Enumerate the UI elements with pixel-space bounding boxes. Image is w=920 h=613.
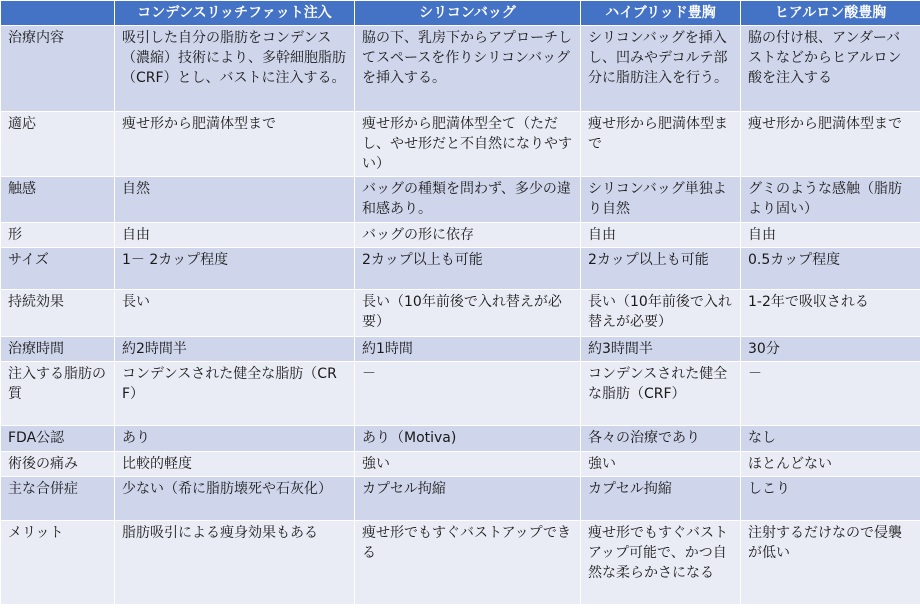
row-label-cell: メリット xyxy=(1,521,115,605)
table-cell: 強い xyxy=(581,452,741,477)
table-cell: 長い（10年前後で入れ替えが必要） xyxy=(355,290,581,337)
table-row xyxy=(1,426,920,452)
row-label-cell: 触感 xyxy=(1,177,115,223)
table-cell: 痩せ形から肥満体型全て（ただし、やせ形だと不自然になりやすい） xyxy=(355,112,581,177)
table-row xyxy=(1,112,920,177)
table-cell: 1-2年で吸収される xyxy=(741,290,920,337)
table-cell: 少ない（希に脂肪壊死や石灰化） xyxy=(115,477,355,521)
table-cell: 脇の付け根、アンダーバストなどからヒアルロン酸を注入する xyxy=(741,26,920,112)
table-cell: 注射するだけなので侵襲が低い xyxy=(741,521,920,605)
header-silicone-bag: シリコンバッグ xyxy=(355,1,581,26)
header-corner-cell xyxy=(1,1,115,26)
table-cell: 長い（10年前後で入れ替えが必要） xyxy=(581,290,741,337)
row-label-cell: 形 xyxy=(1,223,115,248)
table-cell: 脇の下、乳房下からアプローチしてスペースを作りシリコンバッグを挿入する。 xyxy=(355,26,581,112)
table-cell: － xyxy=(741,362,920,426)
table-cell: 2カップ以上も可能 xyxy=(355,248,581,290)
row-label-cell: サイズ xyxy=(1,248,115,290)
row-label-cell: 持続効果 xyxy=(1,290,115,337)
table-cell: シリコンバッグ単独より自然 xyxy=(581,177,741,223)
table-cell: カプセル拘縮 xyxy=(355,477,581,521)
table-cell: 痩せ形から肥満体型まで xyxy=(581,112,741,177)
table-cell: あり（Motiva) xyxy=(355,426,581,452)
table-row xyxy=(1,248,920,290)
table-cell: グミのような感触（脂肪より固い） xyxy=(741,177,920,223)
table-cell: 痩せ形から肥満体型まで xyxy=(741,112,920,177)
table-cell: － xyxy=(355,362,581,426)
table-row xyxy=(1,290,920,337)
table-cell: あり xyxy=(115,426,355,452)
table-header xyxy=(1,1,920,26)
table-cell: しこり xyxy=(741,477,920,521)
table-row xyxy=(1,452,920,477)
table-cell: コンデンスされた健全な脂肪（CRF） xyxy=(115,362,355,426)
table-cell: シリコンバッグを挿入し、凹みやデコルテ部分に脂肪注入を行う。 xyxy=(581,26,741,112)
table-row xyxy=(1,337,920,362)
table-cell: バッグの形に依存 xyxy=(355,223,581,248)
table-cell: 吸引した自分の脂肪をコンデンス（濃縮）技術により、多幹細胞脂肪（CRF）とし、バストに注入する。 xyxy=(115,26,355,112)
table-cell: 脂肪吸引による痩身効果もある xyxy=(115,521,355,605)
table-cell: 30分 xyxy=(741,337,920,362)
table-row xyxy=(1,223,920,248)
table-cell: 自由 xyxy=(115,223,355,248)
table-cell: コンデンスされた健全な脂肪（CRF） xyxy=(581,362,741,426)
table-cell: 1－ 2カップ程度 xyxy=(115,248,355,290)
header-crf-injection: コンデンスリッチファット注入 xyxy=(115,1,355,26)
table-cell: 2カップ以上も可能 xyxy=(581,248,741,290)
header-hyaluronic-acid: ヒアルロン酸豊胸 xyxy=(741,1,920,26)
row-label-cell: 治療時間 xyxy=(1,337,115,362)
header-hybrid: ハイブリッド豊胸 xyxy=(581,1,741,26)
table-cell: 痩せ形でもすぐバストアップ可能で、かつ自然な柔らかさになる xyxy=(581,521,741,605)
table-cell: カプセル拘縮 xyxy=(581,477,741,521)
table-cell: ほとんどない xyxy=(741,452,920,477)
table-row xyxy=(1,477,920,521)
table-cell: 痩せ形から肥満体型まで xyxy=(115,112,355,177)
table-cell: 長い xyxy=(115,290,355,337)
table-cell: なし xyxy=(741,426,920,452)
row-label-cell: 注入する脂肪の質 xyxy=(1,362,115,426)
table-cell: 約1時間 xyxy=(355,337,581,362)
table-cell: 自由 xyxy=(581,223,741,248)
row-label-cell: 術後の痛み xyxy=(1,452,115,477)
table-row xyxy=(1,26,920,112)
table-cell: 約3時間半 xyxy=(581,337,741,362)
table-cell: 自由 xyxy=(741,223,920,248)
row-label-cell: FDA公認 xyxy=(1,426,115,452)
row-label-cell: 適応 xyxy=(1,112,115,177)
table-body xyxy=(1,26,920,605)
row-label-cell: 主な合併症 xyxy=(1,477,115,521)
header-row xyxy=(1,1,920,26)
table-cell: バッグの種類を問わず、多少の違和感あり。 xyxy=(355,177,581,223)
row-label-cell: 治療内容 xyxy=(1,26,115,112)
table-cell: 強い xyxy=(355,452,581,477)
table-cell: 約2時間半 xyxy=(115,337,355,362)
table-cell: 比較的軽度 xyxy=(115,452,355,477)
table-cell: 痩せ形でもすぐバストアップできる xyxy=(355,521,581,605)
table-row xyxy=(1,521,920,605)
table-row xyxy=(1,362,920,426)
table-cell: 0.5カップ程度 xyxy=(741,248,920,290)
table-row xyxy=(1,177,920,223)
table-cell: 自然 xyxy=(115,177,355,223)
table-cell: 各々の治療であり xyxy=(581,426,741,452)
